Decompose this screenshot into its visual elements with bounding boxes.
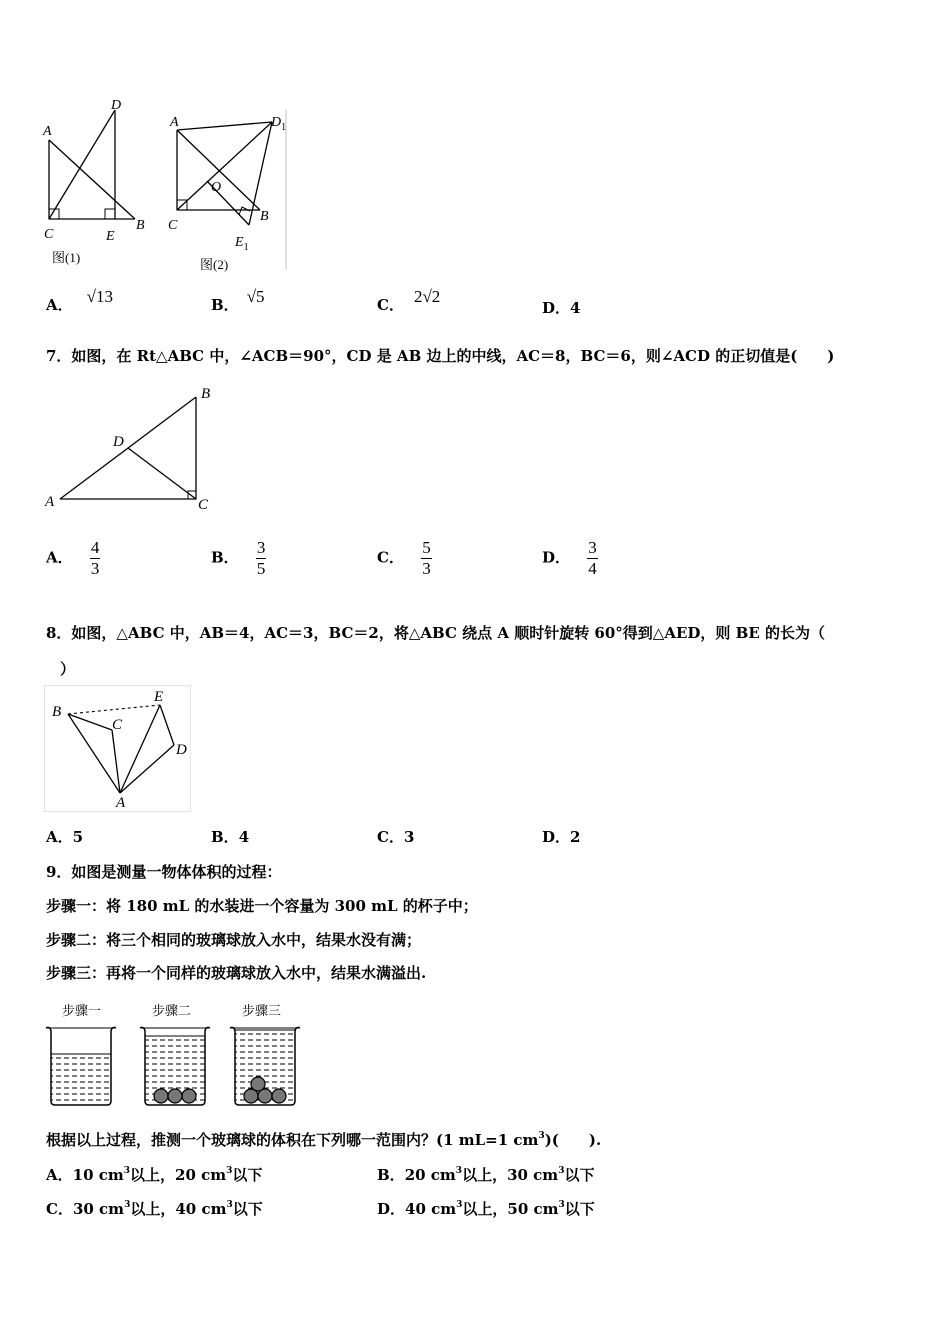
q7-option-d-denominator: 4 — [588, 559, 597, 578]
cup-step3-label: 步骤三 — [242, 1004, 282, 1019]
q9-question-sup: 3 — [538, 1131, 545, 1141]
cup-step1-label: 步骤一 — [62, 1004, 102, 1019]
q6-option-a-value: √13 — [86, 287, 113, 306]
q9-option-a-end: 以下 — [232, 1166, 263, 1184]
q8-label-c: C — [112, 717, 123, 733]
q8-option-c-value: 3 — [403, 828, 415, 846]
q8-figure — [44, 685, 192, 815]
q9-option-b-end: 以下 — [564, 1166, 595, 1184]
q9-option-a-upper: 20 cm — [175, 1166, 227, 1184]
q7-option-d — [542, 538, 598, 579]
q9-cups-figure — [40, 995, 310, 1115]
q8-option-a-letter: A． — [46, 828, 73, 846]
q6-option-d — [542, 297, 580, 318]
q6-option-c-value: 2√2 — [413, 287, 441, 306]
q7-label-b: B — [201, 386, 211, 402]
fig2-label-a: A — [170, 115, 179, 130]
q8-option-d-value: 2 — [570, 828, 581, 846]
q9-option-d-sup2: 3 — [558, 1200, 565, 1210]
cup-step3 — [230, 1003, 300, 1105]
q9-question-post: )( ). — [544, 1131, 602, 1149]
q7-option-a-fraction — [90, 538, 101, 579]
q6-figure-1 — [40, 95, 160, 275]
q9-question-pre: 根据以上过程，推测一个玻璃球的体积在下列哪一范围内？(1 mL=1 cm — [46, 1131, 539, 1149]
q7-option-a-letter: A． — [46, 548, 73, 567]
q6-option-a-letter: A． — [46, 296, 73, 314]
q9-option-d-letter: D． — [377, 1200, 406, 1218]
q8-stem-line1: 8．如图，△ABC 中，AB＝4，AC＝3，BC＝2，将△ABC 绕点 A 顺时针旋转 60°得到△AED，则 BE 的长为（ — [46, 624, 825, 642]
fig1-label-d: D — [111, 98, 122, 113]
q9-option-a-mid: 以上， — [130, 1166, 176, 1184]
q6-option-b-value: √5 — [246, 287, 265, 306]
q7-option-a-denominator: 3 — [90, 559, 100, 578]
fig2-label-o: O — [211, 180, 222, 195]
q9-option-a — [46, 1164, 262, 1185]
q9-option-a-sup2: 3 — [226, 1166, 233, 1176]
fig1-caption: 图(1) — [52, 250, 81, 265]
q9-step3: 步骤三：再将一个同样的玻璃球放入水中，结果水满溢出. — [46, 964, 427, 982]
q7-option-b-fraction — [256, 538, 267, 579]
q8-option-d-letter: D． — [542, 828, 571, 846]
q6-option-d-value: 4 — [570, 299, 581, 317]
q6-option-b — [211, 287, 265, 315]
q8-label-a: A — [116, 795, 126, 811]
q9-option-d-end: 以下 — [564, 1200, 595, 1218]
q9-stem: 9．如图是测量一物体体积的过程： — [46, 863, 282, 881]
fig2-caption: 图(2) — [200, 257, 229, 272]
q8-option-b-value: 4 — [238, 828, 250, 846]
q9-option-c-mid: 以上， — [130, 1200, 176, 1218]
q7-label-c: C — [198, 497, 209, 513]
q9-option-a-sup1: 3 — [123, 1166, 131, 1176]
q7-option-a — [46, 538, 100, 579]
q8-option-a-value: 5 — [72, 828, 84, 846]
fig2-label-b: B — [260, 209, 269, 224]
q8-option-c-letter: C． — [377, 828, 404, 846]
q8-option-b — [211, 826, 249, 847]
q6-option-d-letter: D． — [542, 299, 571, 317]
q9-option-c-lower: 30 cm — [72, 1200, 125, 1218]
q8-option-b-letter: B． — [211, 828, 239, 846]
fig1-label-e: E — [106, 229, 115, 244]
q7-option-b — [211, 538, 266, 579]
q7-option-c-numerator: 5 — [422, 538, 431, 557]
q7-option-b-letter: B． — [211, 548, 239, 567]
q9-option-a-lower: 10 cm — [72, 1166, 124, 1184]
q9-option-d-sup1: 3 — [456, 1200, 463, 1210]
q7-option-d-letter: D． — [542, 548, 571, 567]
q8-label-d: D — [176, 742, 187, 758]
q6-option-b-letter: B． — [211, 296, 239, 314]
q7-option-c-fraction — [421, 538, 432, 579]
q6-option-c — [377, 287, 440, 315]
q9-option-a-letter: A． — [46, 1166, 73, 1184]
q7-option-a-numerator: 4 — [90, 538, 100, 557]
q7-figure — [40, 380, 220, 515]
fig1-label-c: C — [44, 227, 54, 242]
fig2-label-e1: $E_1$ — [235, 235, 249, 253]
q9-option-c — [46, 1198, 263, 1219]
q9-option-c-upper: 40 cm — [175, 1200, 227, 1218]
q7-stem: 7．如图，在 Rt△ABC 中，∠ACB＝90°，CD 是 AB 边上的中线，AC＝8，BC＝6，则∠ACD 的正切值是( ) — [46, 347, 835, 365]
q9-option-d — [377, 1198, 595, 1219]
q8-stem-line2: ） — [60, 660, 76, 678]
q7-option-c-denominator: 3 — [422, 559, 431, 578]
q9-step2: 步骤二：将三个相同的玻璃球放入水中，结果水没有满； — [46, 931, 422, 949]
q7-option-b-numerator: 3 — [256, 538, 266, 557]
q8-option-d — [542, 826, 580, 847]
q9-step1: 步骤一：将 180 mL 的水装进一个容量为 300 mL 的杯子中； — [46, 897, 478, 915]
fig2-label-d1: $D_1$ — [271, 115, 287, 133]
q9-option-b-sup2: 3 — [558, 1166, 565, 1176]
q9-option-c-letter: C． — [46, 1200, 73, 1218]
fig1-label-a: A — [43, 124, 52, 139]
q7-option-d-fraction — [587, 538, 598, 579]
fig1-label-b: B — [136, 218, 145, 233]
q9-question — [46, 1129, 601, 1150]
cup-step2 — [140, 1003, 210, 1105]
q9-option-c-end: 以下 — [232, 1200, 263, 1218]
q9-option-b — [377, 1164, 594, 1185]
q8-option-a — [46, 826, 83, 847]
q7-label-d: D — [113, 434, 124, 450]
q6-option-c-letter: C． — [377, 296, 404, 314]
q9-option-c-sup1: 3 — [124, 1200, 131, 1210]
q8-option-c — [377, 826, 414, 847]
cup-step1 — [46, 1003, 116, 1105]
q7-option-d-numerator: 3 — [588, 538, 597, 557]
q9-option-d-upper: 50 cm — [507, 1200, 559, 1218]
q6-option-a — [46, 287, 113, 315]
q7-option-c-letter: C． — [377, 548, 404, 567]
q7-option-c — [377, 538, 432, 579]
q9-option-c-sup2: 3 — [226, 1200, 233, 1210]
q7-label-a: A — [45, 494, 55, 510]
q8-label-e: E — [154, 689, 164, 705]
q9-option-b-lower: 20 cm — [404, 1166, 456, 1184]
q9-option-d-lower: 40 cm — [405, 1200, 457, 1218]
fig2-label-c: C — [168, 218, 178, 233]
q8-label-b: B — [52, 704, 62, 720]
q9-option-b-mid: 以上， — [462, 1166, 508, 1184]
q6-figure-2 — [160, 105, 300, 280]
q7-option-b-denominator: 5 — [256, 559, 266, 578]
q9-option-b-letter: B． — [377, 1166, 405, 1184]
cup-step2-label: 步骤二 — [152, 1004, 192, 1019]
q9-option-b-upper: 30 cm — [507, 1166, 559, 1184]
q9-option-b-sup1: 3 — [455, 1166, 463, 1176]
q9-option-d-mid: 以上， — [462, 1200, 508, 1218]
